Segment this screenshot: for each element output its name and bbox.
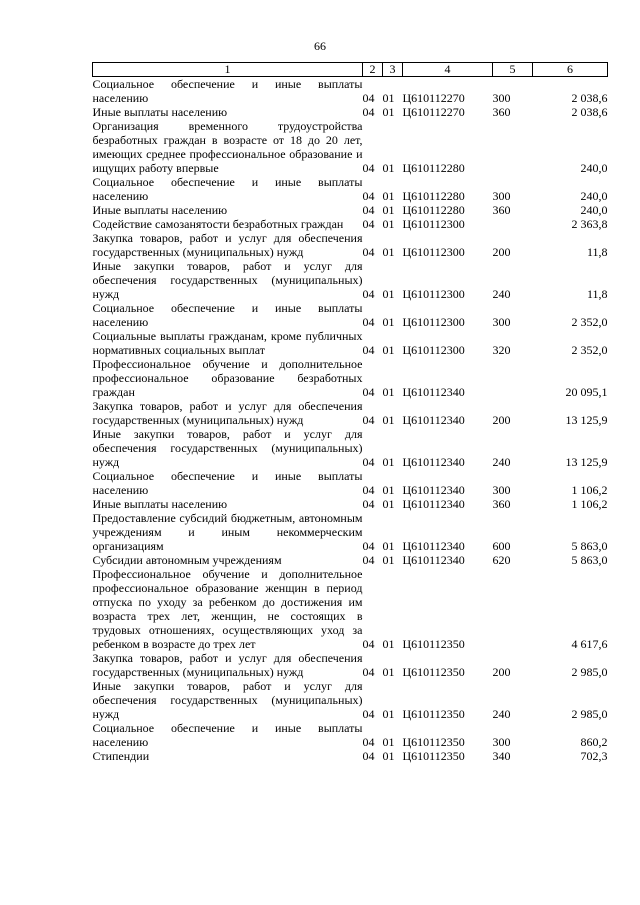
row-section: 04 — [362, 91, 375, 105]
row-expense-type: 300 — [492, 483, 511, 497]
header-col-1: 1 — [93, 63, 363, 77]
row-name: Профессиональное обучение и дополнительное профессиональное образование женщин в период отпуска по уходу за ребенком до достижения им возраста трех лет, женщин, не состоящих в трудовых отношениях, осуществляющих уход за ребенком в возрасте до трех лет — [92, 567, 363, 651]
table-row — [93, 567, 608, 651]
row-section: 04 — [362, 553, 375, 567]
row-section: 04 — [362, 637, 375, 651]
row-name: Социальное обеспечение и иные выплаты населению — [92, 175, 363, 203]
row-subsection: 01 — [382, 315, 395, 329]
row-section: 04 — [362, 245, 375, 259]
budget-table — [92, 62, 608, 763]
row-target-article: Ц610112350 — [402, 707, 465, 721]
header-col-6: 6 — [533, 63, 608, 77]
table-row — [93, 721, 608, 749]
row-section: 04 — [362, 707, 375, 721]
row-name: Профессиональное обучение и дополнительное профессиональное образование безработных граждан — [92, 357, 363, 399]
table-row — [93, 497, 608, 511]
row-name: Закупка товаров, работ и услуг для обеспечения государственных (муниципальных) нужд — [92, 651, 363, 679]
table-row — [93, 329, 608, 357]
row-subsection: 01 — [382, 455, 395, 469]
row-target-article: Ц610112280 — [402, 203, 465, 217]
row-expense-type: 240 — [492, 707, 511, 721]
row-amount: 2 985,0 — [571, 707, 608, 721]
row-amount: 702,3 — [580, 749, 608, 763]
table-row — [93, 231, 608, 259]
row-name: Социальное обеспечение и иные выплаты населению — [92, 301, 363, 329]
row-amount: 860,2 — [580, 735, 608, 749]
row-expense-type: 300 — [492, 735, 511, 749]
row-target-article: Ц610112300 — [402, 343, 465, 357]
row-target-article: Ц610112340 — [402, 497, 465, 511]
row-amount: 5 863,0 — [571, 539, 608, 553]
row-amount: 2 352,0 — [571, 343, 608, 357]
row-expense-type: 240 — [492, 287, 511, 301]
row-name: Иные закупки товаров, работ и услуг для обеспечения государственных (муниципальных) нужд — [92, 679, 363, 721]
table-row — [93, 77, 608, 106]
table-row — [93, 217, 608, 231]
row-section: 04 — [362, 497, 375, 511]
row-subsection: 01 — [382, 735, 395, 749]
row-section: 04 — [362, 343, 375, 357]
table-header — [93, 63, 608, 77]
row-target-article: Ц610112340 — [402, 539, 465, 553]
row-target-article: Ц610112300 — [402, 217, 465, 231]
row-name: Предоставление субсидий бюджетным, автономным учреждениям и иным некоммерческим организациям — [92, 511, 363, 553]
row-expense-type — [493, 119, 533, 175]
row-expense-type: 200 — [492, 665, 511, 679]
row-name: Закупка товаров, работ и услуг для обеспечения государственных (муниципальных) нужд — [92, 399, 363, 427]
row-target-article: Ц610112350 — [402, 735, 465, 749]
row-name: Организация временного трудоустройства безработных граждан в возрасте от 18 до 20 лет, имеющих среднее профессиональное образование и ищущих работу впервые — [92, 119, 363, 175]
table-row — [93, 105, 608, 119]
row-subsection: 01 — [382, 637, 395, 651]
row-section: 04 — [362, 161, 375, 175]
row-target-article: Ц610112280 — [402, 161, 465, 175]
table-row — [93, 203, 608, 217]
row-amount: 13 125,9 — [565, 455, 608, 469]
row-target-article: Ц610112270 — [402, 91, 465, 105]
table-row — [93, 553, 608, 567]
row-expense-type: 240 — [492, 455, 511, 469]
row-subsection: 01 — [382, 189, 395, 203]
row-name: Социальное обеспечение и иные выплаты населению — [92, 77, 363, 105]
row-amount: 2 363,8 — [571, 217, 608, 231]
row-target-article: Ц610112340 — [402, 483, 465, 497]
row-amount: 2 038,6 — [571, 105, 608, 119]
row-section: 04 — [362, 203, 375, 217]
row-name: Иные выплаты населению — [92, 497, 228, 511]
row-expense-type: 360 — [492, 203, 511, 217]
row-subsection: 01 — [382, 749, 395, 763]
row-expense-type: 620 — [492, 553, 511, 567]
row-subsection: 01 — [382, 413, 395, 427]
row-subsection: 01 — [382, 539, 395, 553]
row-expense-type: 300 — [492, 91, 511, 105]
row-expense-type: 200 — [492, 245, 511, 259]
row-name: Социальные выплаты гражданам, кроме публичных нормативных социальных выплат — [92, 329, 363, 357]
row-subsection: 01 — [382, 553, 395, 567]
row-target-article: Ц610112350 — [402, 749, 465, 763]
table-row — [93, 357, 608, 399]
row-section: 04 — [362, 749, 375, 763]
table-body — [93, 77, 608, 764]
table-row — [93, 651, 608, 679]
row-amount: 4 617,6 — [571, 637, 608, 651]
row-target-article: Ц610112340 — [402, 455, 465, 469]
row-target-article: Ц610112350 — [402, 637, 465, 651]
header-row — [93, 63, 608, 77]
row-target-article: Ц610112280 — [402, 189, 465, 203]
table-row — [93, 399, 608, 427]
row-target-article: Ц610112340 — [402, 413, 465, 427]
row-section: 04 — [362, 217, 375, 231]
row-section: 04 — [362, 735, 375, 749]
table-row — [93, 749, 608, 763]
header-col-4: 4 — [403, 63, 493, 77]
row-subsection: 01 — [382, 203, 395, 217]
row-expense-type: 600 — [492, 539, 511, 553]
table-row — [93, 469, 608, 497]
row-amount: 240,0 — [580, 203, 608, 217]
row-amount: 13 125,9 — [565, 413, 608, 427]
row-amount: 11,8 — [586, 287, 608, 301]
row-subsection: 01 — [382, 385, 395, 399]
row-name: Стипендии — [92, 749, 150, 763]
row-amount: 240,0 — [580, 161, 608, 175]
row-target-article: Ц610112300 — [402, 245, 465, 259]
row-amount: 1 106,2 — [571, 497, 608, 511]
header-col-3: 3 — [383, 63, 403, 77]
table-row — [93, 511, 608, 553]
row-amount: 1 106,2 — [571, 483, 608, 497]
row-subsection: 01 — [382, 343, 395, 357]
row-section: 04 — [362, 385, 375, 399]
row-target-article: Ц610112350 — [402, 665, 465, 679]
row-target-article: Ц610112270 — [402, 105, 465, 119]
row-subsection: 01 — [382, 665, 395, 679]
table-row — [93, 427, 608, 469]
row-section: 04 — [362, 665, 375, 679]
table-row — [93, 301, 608, 329]
row-expense-type: 360 — [492, 497, 511, 511]
row-section: 04 — [362, 413, 375, 427]
table-row — [93, 679, 608, 721]
row-expense-type — [493, 217, 533, 231]
row-section: 04 — [362, 483, 375, 497]
row-name: Закупка товаров, работ и услуг для обеспечения государственных (муниципальных) нужд — [92, 231, 363, 259]
row-amount: 2 352,0 — [571, 315, 608, 329]
row-expense-type: 300 — [492, 315, 511, 329]
row-expense-type — [493, 357, 533, 399]
row-expense-type — [493, 567, 533, 651]
table-row — [93, 175, 608, 203]
row-amount: 2 985,0 — [571, 665, 608, 679]
row-subsection: 01 — [382, 287, 395, 301]
row-subsection: 01 — [382, 707, 395, 721]
row-name: Социальное обеспечение и иные выплаты населению — [92, 469, 363, 497]
row-name: Иные закупки товаров, работ и услуг для обеспечения государственных (муниципальных) нужд — [92, 259, 363, 301]
row-expense-type: 300 — [492, 189, 511, 203]
row-expense-type: 320 — [492, 343, 511, 357]
row-section: 04 — [362, 455, 375, 469]
row-amount: 5 863,0 — [571, 553, 608, 567]
row-subsection: 01 — [382, 91, 395, 105]
row-target-article: Ц610112340 — [402, 553, 465, 567]
row-subsection: 01 — [382, 483, 395, 497]
row-expense-type: 200 — [492, 413, 511, 427]
row-name: Иные закупки товаров, работ и услуг для обеспечения государственных (муниципальных) нужд — [92, 427, 363, 469]
row-subsection: 01 — [382, 161, 395, 175]
page-number: 66 — [314, 39, 326, 53]
row-amount: 20 095,1 — [565, 385, 608, 399]
table-row — [93, 119, 608, 175]
row-subsection: 01 — [382, 105, 395, 119]
row-section: 04 — [362, 539, 375, 553]
row-subsection: 01 — [382, 217, 395, 231]
row-name: Субсидии автономным учреждениям — [92, 553, 282, 567]
row-expense-type: 360 — [492, 105, 511, 119]
row-section: 04 — [362, 105, 375, 119]
row-name: Содействие самозанятости безработных граждан — [92, 217, 344, 231]
row-name: Социальное обеспечение и иные выплаты населению — [92, 721, 363, 749]
row-section: 04 — [362, 189, 375, 203]
row-expense-type: 340 — [492, 749, 511, 763]
row-subsection: 01 — [382, 245, 395, 259]
header-col-2: 2 — [363, 63, 383, 77]
row-amount: 240,0 — [580, 189, 608, 203]
row-section: 04 — [362, 287, 375, 301]
row-subsection: 01 — [382, 497, 395, 511]
row-amount: 2 038,6 — [571, 91, 608, 105]
row-target-article: Ц610112340 — [402, 385, 465, 399]
row-name: Иные выплаты населению — [92, 203, 228, 217]
row-section: 04 — [362, 315, 375, 329]
row-target-article: Ц610112300 — [402, 315, 465, 329]
header-col-5: 5 — [493, 63, 533, 77]
table-row — [93, 259, 608, 301]
row-name: Иные выплаты населению — [92, 105, 228, 119]
row-amount: 11,8 — [586, 245, 608, 259]
row-target-article: Ц610112300 — [402, 287, 465, 301]
